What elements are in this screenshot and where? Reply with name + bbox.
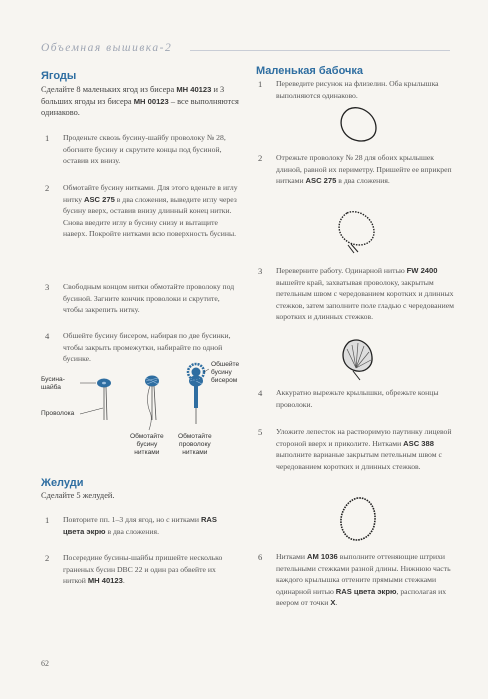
step-number: 1 [45, 133, 50, 143]
step-text-part: . [122, 576, 125, 586]
step-text-part: в два сложения. [336, 176, 390, 186]
thread-code: ASC 275 [83, 194, 115, 204]
intro-code: МН [176, 85, 189, 94]
step-number: 5 [258, 427, 263, 437]
step-text-part: , располагая их веером от точки [276, 586, 447, 608]
label-wrap-bead: Обмотайте бусину нитками [130, 433, 164, 456]
step-text-part: Нитками [276, 552, 307, 561]
wing-wire-illustration [339, 212, 374, 253]
thread-code: RAS цвета экрю [63, 515, 217, 536]
step-text-part: в два сложения, выведите иглу через бусину вверх, оставив внизу длинный конец нитки. Снова введите иглу в бусину снизу и вытащите наверх. Покройте нитками всю поверхность бусины. [63, 194, 237, 239]
step-text: Аккуратно вырежьте крылышки, обрежьте концы проволоки. [276, 388, 439, 409]
step-text: Свободным концом нитки обмотайте проволоку под бусиной. Загните кончик проволоки и скрутите, чтобы закрепить нитку. [63, 282, 235, 315]
page-number: 62 [41, 659, 49, 668]
step-text: Проденьте сквозь бусину-шайбу проволоку № 28, обогните бусину и скрутите концы под бусиной, оставив их внизу. [63, 133, 226, 166]
label-wire: Проволока [41, 410, 75, 417]
intro-text: и 3 больших ягоды из бисера [41, 85, 225, 106]
step-text-part: выполните варианые закрытым петельным швом с чередованием коротких и длинных стежков. [276, 450, 442, 471]
section-title-berries: Ягоды [41, 70, 77, 82]
step-number: 1 [45, 515, 50, 525]
intro-code: 40123 [190, 85, 212, 94]
step-number: 2 [45, 183, 50, 193]
intro-text: Сделайте 8 маленьких ягод из бисера [41, 85, 177, 94]
label-wrap-wire: Обмотайте проволоку нитками [178, 433, 212, 456]
step-text-part: Переверните работу. Одинарной нитью [276, 266, 407, 275]
step-text-part: Обмотайте бусину нитками. Для этого вденьте в иглу нитку [63, 183, 238, 204]
step-number: 6 [258, 552, 263, 562]
step-text-part: вышейте край, захватывая проволоку, закрытым петельным швом с чередованием коротких и длинных стежков, затем заполните поле гладью с чередованием коротких и длинных стежков. [276, 277, 455, 322]
wing-petal-illustration [341, 498, 375, 540]
step-text-part: выполните оттеняющие штрихи петельными стежками разной длины. Нижнюю часть каждого крылышка оттените прямыми стежками одинарной нитью [276, 552, 451, 596]
step-number: 4 [45, 331, 50, 341]
step-text-part: в два сложения. [105, 526, 159, 536]
thread-code: RAS цвета экрю [335, 586, 397, 596]
section-title-butterfly: Маленькая бабочка [256, 65, 364, 77]
point-label: Х [330, 598, 336, 608]
step-number: 2 [258, 153, 263, 163]
label-bead-washer: Бусина- шайба [41, 376, 65, 391]
wing-outline-illustration [341, 108, 376, 141]
step-text: Переведите рисунок на флизелин. Оба крылышка выполняются одинаково. [276, 79, 439, 100]
thread-code: ASC 275 [305, 176, 337, 186]
step-number: 3 [45, 282, 50, 292]
thread-code: FW 2400 [406, 266, 438, 275]
step-number: 2 [45, 553, 50, 563]
step-text: Обшейте бусину бисером, набирая по две бусинки, чтобы закрыть промежутки, набирайте по одной бусинке. [63, 331, 231, 364]
acorns-intro: Сделайте 5 желудей. [41, 491, 115, 500]
step-text-part: Отрежьте проволоку № 28 для обоих крылышек длиной, равной их периметру. Пришейте ее вприкреп нитками [276, 153, 452, 186]
thread-code: ASC 388 [403, 438, 434, 448]
step-text-part: . [335, 598, 338, 608]
intro-text: – все выполняются одинаково. [41, 96, 239, 118]
thread-code: АМ 1036 [306, 552, 338, 561]
step-number: 4 [258, 388, 263, 398]
step-text-part: Уложите лепесток на растворимую паутинку лицевой стороной вверх и приколите. Нитками [276, 427, 452, 448]
wing-filled-illustration [343, 340, 372, 380]
intro-code: МН [133, 96, 146, 106]
running-title: Объемная вышивка-2 [41, 42, 173, 54]
step-text-part: Посередине бусины-шайбы пришейте несколько граненых бусин DBC 22 и один раз обвейте их ниткой [63, 553, 223, 586]
label-sew-bead: Обшейте бусину бисером [211, 361, 240, 384]
section-title-acorns: Желуди [41, 477, 84, 489]
intro-code: 00123 [147, 96, 169, 106]
step-text-part: Повторите пп. 1–3 для ягод, но с нитками [63, 515, 201, 524]
step-number: 3 [258, 266, 263, 276]
thread-code: МН 40123 [87, 576, 123, 586]
step-number: 1 [258, 79, 263, 89]
